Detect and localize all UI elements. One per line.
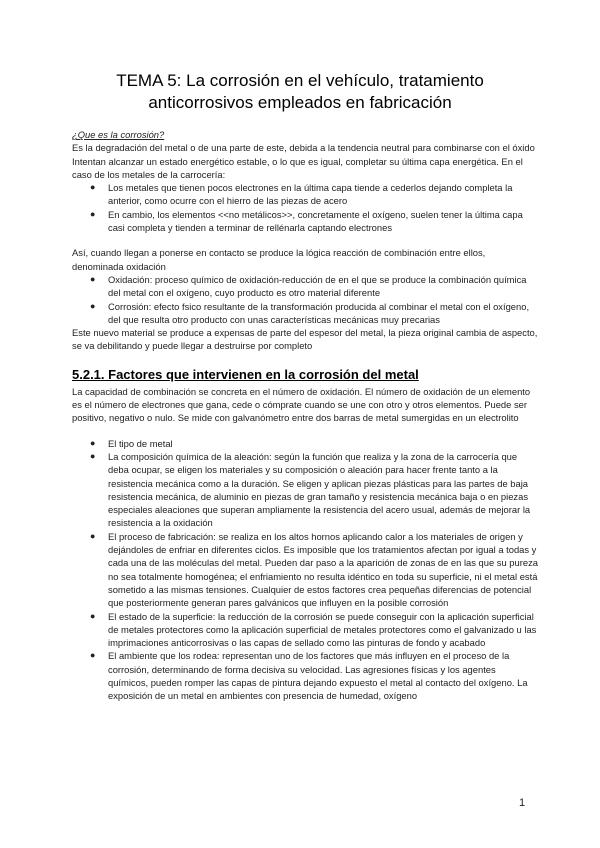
list-item (72, 300, 538, 327)
list-item (72, 208, 538, 235)
bullet-icon: ● (90, 530, 96, 541)
section-question-heading: ¿Que es la corrosión? (72, 129, 165, 140)
bullet-icon: ● (90, 437, 96, 448)
list-item (72, 273, 538, 300)
list-item-text: El proceso de fabricación: se realiza en los altos hornos aplicando calor a los materiales de origen y dejándoles de enfriar en diferentes ciclos. Es imposible que los tratamientos afectan por igual a todas y cada una de las moléculas del metal. Pueden dar paso a la aparición de zonas de en las que su pureza no sea totalmente homogénea; el enfriamiento no resulta idéntico en toda su superficie, ni el metal está sometido a las mismas tensiones. Cualquier de estos factores crea pequeñas diferencias de potencial que posteriormente generan pares galvánicos que influyen en la posible corrosión (108, 530, 538, 609)
list-item-text: Oxidación: proceso químico de oxidación-reducción de en el que se produce la combinación química del metal con el oxígeno, cuyo producto es otro material diferente (108, 273, 527, 299)
bullet-icon: ● (90, 610, 96, 621)
bullet-icon: ● (90, 208, 96, 219)
list-item (72, 437, 538, 450)
paragraph: Este nuevo material se produce a expensas de parte del espesor del metal, la pieza original cambia de aspecto, se va debilitando y puede llegar a destruirse por completo (72, 327, 538, 352)
list-item-text: El tipo de metal (108, 437, 173, 449)
page-number: 1 (519, 797, 526, 809)
list-item (72, 530, 538, 610)
list-item (72, 649, 538, 702)
bullet-list (72, 181, 538, 234)
list-item-text: Los metales que tienen pocos electrones en la última capa tiende a cederlos dejando completa la anterior, como ocurre con el hierro de las piezas de acero (108, 182, 513, 207)
list-item-text: La composición química de la aleación: según la función que realiza y la zona de la carrocería que deba ocupar, se eligen los materiales y su composición o aleación para hacer frente tanto a la resistencia mecánica como a la duración. Se eligen y aplican piezas plásticas para las partes de baja resistencia mecánica, de aluminio en piezas de gran tamaño y resistencia mecánica baja o en piezas especiales aleaciones que superan ampliamente la resistencia del acero usual, además de mejorar la resistencia a la oxidación (108, 450, 531, 529)
section-heading: 5.2.1. Factores que intervienen en la corrosión del metal (72, 366, 419, 382)
list-item-text: Corrosión: efecto fsico resultante de la transformación producida al combinar el metal con el oxígeno, del que resulta otro producto con unas características mecánicas muy precarias (108, 300, 530, 325)
bullet-list (72, 437, 538, 703)
list-item (72, 610, 538, 650)
list-item-text: El estado de la superficie: la reducción de la corrosión se puede conseguir con la aplicación superficial de metales protectores como la aplicación superficial de metales protectores como el galvanizado u las imprimaciones anticorrosivas o las capas de sellado como las pinturas de fondo y acabado (108, 610, 537, 649)
paragraph: Intentan alcanzar un estado energético estable, o lo que es igual, completar su última capa energética. En el caso de los metales de la carrocería: (72, 155, 523, 180)
list-item-text: En cambio, los elementos <<no metálicos>>, concretamente el oxígeno, suelen tener la última capa casi completa y tienden a terminar de rellénarla captando electrones (108, 208, 523, 234)
bullet-icon: ● (90, 650, 96, 661)
paragraph: La capacidad de combinación se concreta en el número de oxidación. El número de oxidación de un elemento es el número de electrones que gana, cede o cómprate cuando se une con otro y otros elementos. Puede ser positivo, negativo o nulo. Se mide con galvanómetro entre dos barras de metal sumergidas en un electrolito (72, 385, 531, 424)
bullet-icon: ● (90, 300, 96, 311)
title-line-2: anticorrosivos empleados en fabricación (148, 93, 452, 112)
bullet-icon: ● (90, 182, 96, 193)
list-item (72, 450, 538, 530)
bullet-list (72, 273, 538, 326)
paragraph: Es la degradación del metal o de una parte de este, debida a la tendencia neutral para combinarse con el óxido (72, 142, 535, 154)
bullet-icon: ● (90, 273, 96, 284)
bullet-icon: ● (90, 450, 96, 461)
paragraph: Así, cuando llegan a ponerse en contacto se produce la lógica reacción de combinación entre ellos, denominada oxidación (72, 247, 486, 272)
list-item (72, 181, 538, 208)
document-title (70, 70, 530, 114)
document-body (72, 128, 538, 703)
list-item-text: El ambiente que los rodea: representan uno de los factores que más influyen en el proceso de la corrosión, determinando de forma decisiva su velocidad. Las agresiones físicas y los agentes químicos, pueden romper las capas de pintura dejando expuesto el metal al contacto del oxígeno. La exposición de un metal en ambientes con presencia de humedad, oxígeno (108, 650, 528, 702)
title-line-1: TEMA 5: La corrosión en el vehículo, tratamiento (116, 71, 484, 90)
